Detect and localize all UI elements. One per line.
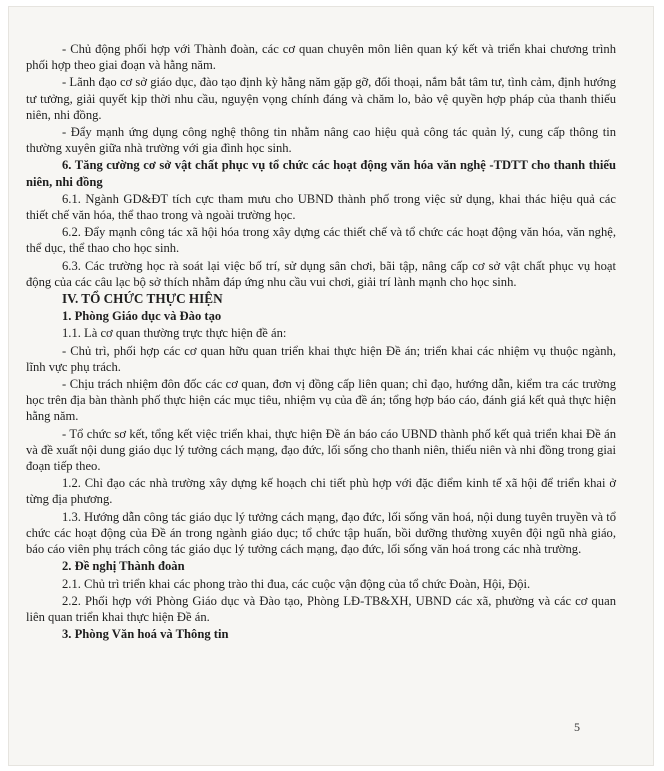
section-heading: 6. Tăng cường cơ sở vật chất phục vụ tổ chức các hoạt động văn hóa văn nghệ -TDTT cho thanh thiếu niên, nhi đồng <box>26 158 616 189</box>
paragraph: 2.1. Chủ trì triển khai các phong trào thi đua, các cuộc vận động của tổ chức Đoàn, Hội, Đội. <box>62 576 531 591</box>
section-heading: 2. Đề nghị Thành đoàn <box>62 559 185 574</box>
paragraph: - Lãnh đạo cơ sở giáo dục, đào tạo định kỳ hằng năm gặp gỡ, đối thoại, nắm bắt tâm tư, tình cảm, định hướng tư tưởng, giải quyết kịp thời nhu cầu, nguyện vọng chính đáng và chăm lo, bảo vệ quyền hợp pháp của thanh thiếu niên, nhi đồng. <box>26 75 616 122</box>
document-body <box>26 41 616 643</box>
paragraph: 1.3. Hướng dẫn công tác giáo dục lý tưởng cách mạng, đạo đức, lối sống văn hoá, nội dung tuyên truyền và tổ chức các hoạt động của Đề án trong ngành giáo dục; tổ chức tập huấn, bồi dưỡng thường xuyên đội ngũ nhà giáo, báo cáo viên phụ trách công tác giáo dục lý tưởng cách mạng, đạo đức, lối sống văn hoá trong các nhà trường. <box>26 509 616 557</box>
section-heading: 1. Phòng Giáo dục và Đào tạo <box>62 309 222 324</box>
paragraph: 6.2. Đẩy mạnh công tác xã hội hóa trong xây dựng các thiết chế và tổ chức các hoạt động văn hóa, văn nghệ, thể dục, thể thao cho học sinh. <box>26 225 616 256</box>
paragraph: - Tổ chức sơ kết, tổng kết việc triển khai, thực hiện Đề án báo cáo UBND thành phố kết quả triển khai Đề án và đề xuất nội dung giáo dục lý tưởng cách mạng, đạo đức, lối sống cho thanh niên, thiếu niên và nhi đồng trong giai đoạn tiếp theo. <box>26 426 616 474</box>
page-number: 5 <box>574 720 580 734</box>
paragraph: 6.3. Các trường học rà soát lại việc bố trí, sử dụng sân chơi, bãi tập, nâng cấp cơ sở vật chất phục vụ hoạt động của các câu lạc bộ sở thích nhằm đáp ứng nhu cầu vui chơi, giải trí lành mạnh cho học sinh. <box>26 258 616 289</box>
paragraph: 1.2. Chỉ đạo các nhà trường xây dựng kế hoạch chi tiết phù hợp với đặc điểm kinh tế xã hội để triển khai ở từng địa phương. <box>26 476 616 507</box>
paragraph: 6.1. Ngành GD&ĐT tích cực tham mưu cho UBND thành phố trong việc sử dụng, khai thác hiệu quả các thiết chế văn hóa, thể thao trong và ngoài trường học. <box>26 191 616 223</box>
paragraph: 1.1. Là cơ quan thường trực thực hiện đề án: <box>62 326 287 341</box>
paragraph: - Chịu trách nhiệm đôn đốc các cơ quan, đơn vị đồng cấp liên quan; chỉ đạo, hướng dẫn, kiểm tra các trường học trên địa bàn thành phố thực hiện các mục tiêu, nhiệm vụ của đề án; tổng hợp báo cáo, đánh giá kết quả thực hiện hằng năm. <box>26 377 616 424</box>
paragraph: - Chủ trì, phối hợp các cơ quan hữu quan triển khai thực hiện Đề án; triển khai các nhiệm vụ thuộc ngành, lĩnh vực phụ trách. <box>26 343 616 374</box>
paragraph: - Đẩy mạnh ứng dụng công nghệ thông tin nhằm nâng cao hiệu quả công tác quản lý, cung cấp thông tin thường xuyên giữa nhà trường với gia đình học sinh. <box>26 125 616 156</box>
paragraph: - Chủ động phối hợp với Thành đoàn, các cơ quan chuyên môn liên quan ký kết và triển khai chương trình phối hợp theo giai đoạn và hằng năm. <box>26 42 616 73</box>
paragraph: 2.2. Phối hợp với Phòng Giáo dục và Đào tạo, Phòng LĐ-TB&XH, UBND các xã, phường và các cơ quan liên quan triển khai thực hiện Đề án. <box>26 593 616 624</box>
section-heading: 3. Phòng Văn hoá và Thông tin <box>62 627 229 642</box>
section-heading: IV. TỔ CHỨC THỰC HIỆN <box>62 291 223 307</box>
document-page <box>8 6 654 766</box>
